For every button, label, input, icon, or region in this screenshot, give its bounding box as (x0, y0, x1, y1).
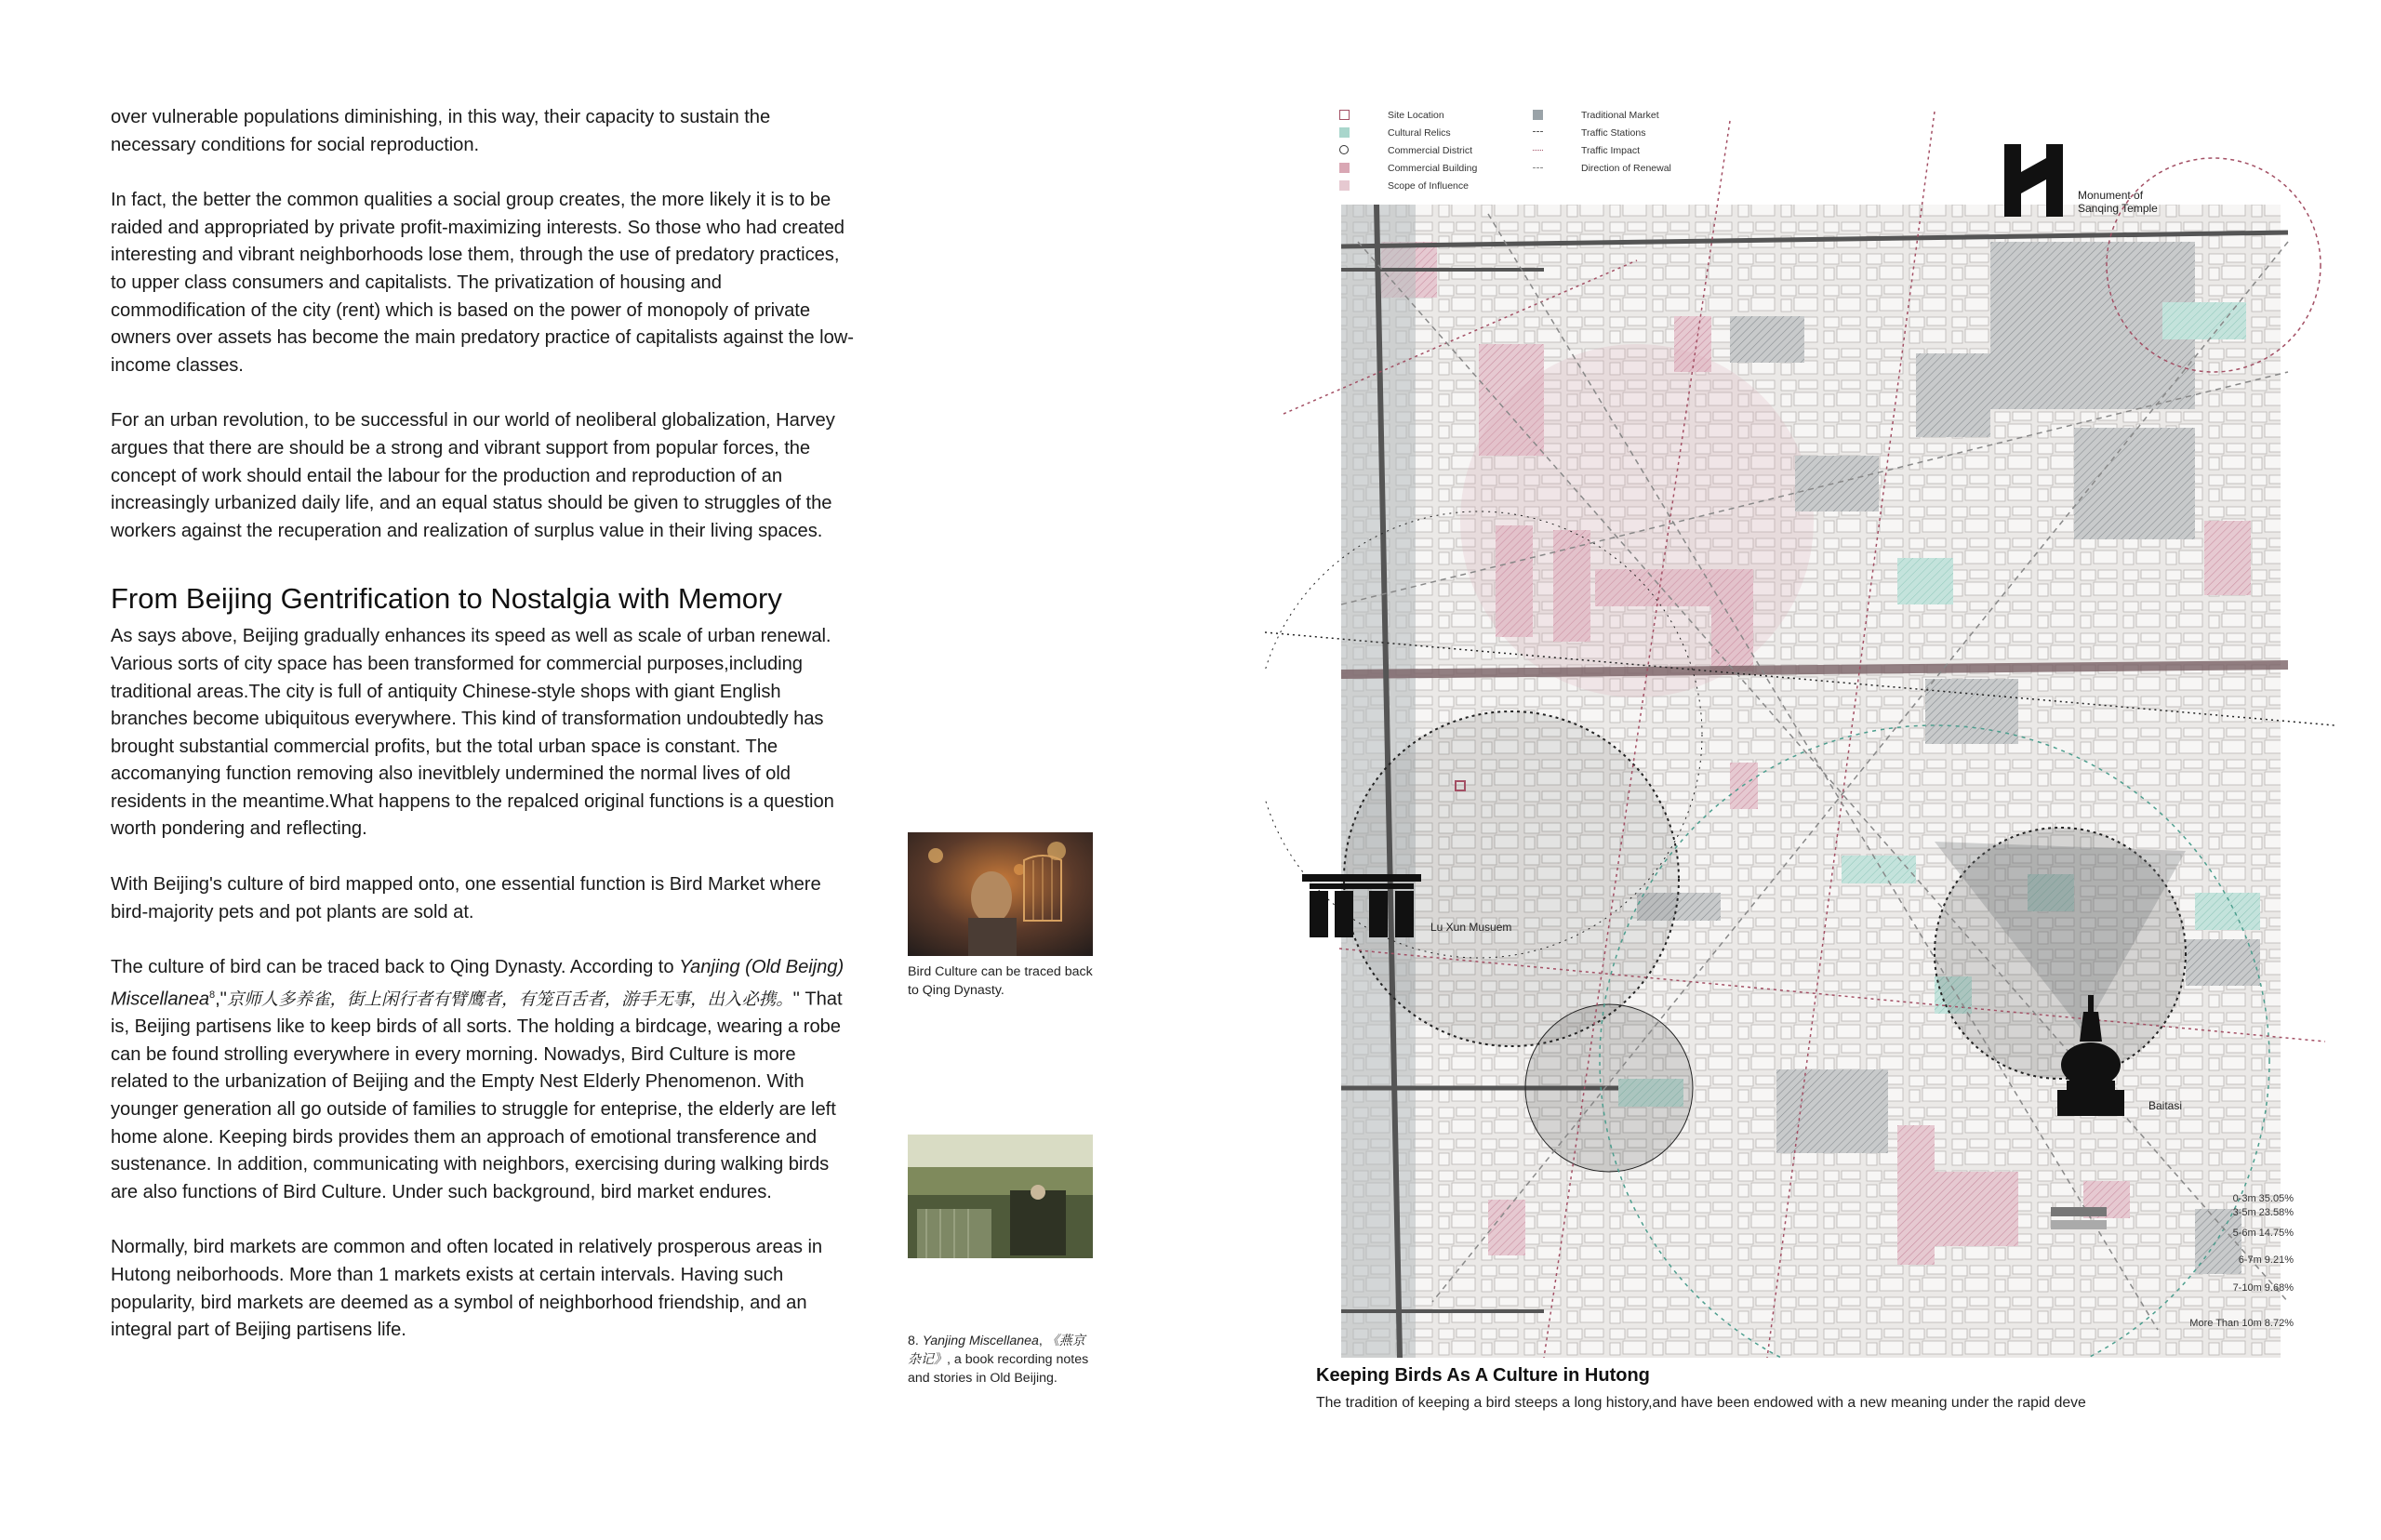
p6-text-c: " That is, Beijing partisens like to keep birds of all sorts. The holding a birdcage, wearing a robe can be found strolling everywhere in every morning. Nowadys, Bird Culture is more related to the urbanization of Beijing and the Empty Nest Elderly Phenomenon. With younger generation all go outside of families to struggle for enteprise, the elderly are left home alone. Keeping birds provides them an approach of emotional transference and sustenance. In addition, communicating with neighbors, exercising during walking birds are also functions of Bird Culture. Under such background, bird market endures. (111, 989, 843, 1202)
legend-traffic-stations: Traffic Stations (1581, 127, 1646, 139)
photo1-caption: Bird Culture can be traced back to Qing Dynasty. (908, 964, 1093, 998)
paragraph-6 (111, 954, 855, 1206)
traditional-market-swatch (1533, 110, 1543, 120)
height-stat: 3-5m 23.58% (2232, 1207, 2294, 1218)
commercial-building-swatch (1339, 163, 1350, 173)
p6-text-b: ," (215, 989, 227, 1010)
lu-xun-museum-label: Lu Xun Musuem (1430, 921, 1512, 934)
section-heading: From Beijing Gentrification to Nostalgia with Memory (111, 582, 782, 616)
footnote-number: 8. (908, 1334, 923, 1348)
legend-cultural-relics: Cultural Relics (1388, 127, 1451, 139)
article-body (111, 104, 855, 1373)
sanqing-temple-label: Monument of Sanqing Temple (2078, 189, 2158, 215)
footnote-text: , a book recording notes and stories in Old Beijing. (908, 1352, 1089, 1386)
legend-scope-of-influence: Scope of Influence (1388, 180, 1469, 192)
paragraph-3: For an urban revolution, to be successful in our world of neoliberal globalization, Harvey argues that there are should be a strong and vibrant support from popular forces, the concept of work should entail the labour for the production and reproduction of an increasingly urbanized daily life, and an equal status should be given to struggles of the workers against the recuperation and realization of surplus value in their living spaces. (111, 410, 835, 541)
traffic-stations-swatch (1533, 131, 1543, 132)
bird-market-photo (908, 1135, 1093, 1258)
paragraph-5: With Beijing's culture of bird mapped onto, one essential function is Bird Market where bird-majority pets and pot plants are sold at. (111, 874, 821, 923)
p6-chinese-quote: 京师人多养雀，街上闲行者有臂鹰者，有笼百舌者，游手无事，出入必携。 (226, 989, 793, 1010)
map-subtitle: The tradition of keeping a bird steeps a long history,and have been endowed with a new meaning under the rapid deve (1316, 1395, 2086, 1411)
footnote-sep: , (1038, 1334, 1046, 1348)
legend-traffic-impact: Traffic Impact (1581, 145, 1641, 156)
legend-commercial-district: Commercial District (1388, 145, 1473, 156)
map-title: Keeping Birds As A Culture in Hutong (1316, 1365, 1650, 1386)
height-stat: 6-7m 9.21% (2238, 1255, 2294, 1266)
height-stat: More Than 10m 8.72% (2189, 1318, 2294, 1329)
footnote-book-title: Yanjing Miscellanea (922, 1334, 1039, 1348)
height-stat: 7-10m 9.68% (2232, 1282, 2294, 1294)
footnote-chinese-title: 《燕京杂记》 (908, 1334, 1085, 1367)
p6-book-title: Yanjing (Old Beijng) Miscellanea (111, 957, 845, 1010)
commercial-district-zone (1460, 344, 1814, 697)
p6-text-a: The culture of bird can be traced back to Qing Dynasty. According to (111, 957, 680, 978)
height-stat: 0-3m 35.05% (2232, 1193, 2294, 1204)
site-location-swatch (1339, 110, 1350, 120)
traffic-impact-swatch (1533, 150, 1543, 151)
height-stat: 5-6m 14.75% (2232, 1228, 2294, 1239)
legend-site-location: Site Location (1388, 110, 1444, 121)
bird-culture-photo (908, 832, 1093, 956)
baitasi-label: Baitasi (2148, 1099, 2183, 1112)
commercial-district-swatch (1339, 145, 1349, 154)
legend-traditional-market: Traditional Market (1581, 110, 1659, 121)
direction-renewal-swatch (1533, 167, 1543, 168)
photo2-caption (908, 1332, 1094, 1387)
footnote-ref: 8 (209, 989, 216, 1001)
scope-influence-swatch (1339, 180, 1350, 191)
legend-direction-of-renewal: Direction of Renewal (1581, 163, 1671, 174)
paragraph-1: over vulnerable populations diminishing, in this way, their capacity to sustain the necessary conditions for social reproduction. (111, 107, 771, 155)
paragraph-7: Normally, bird markets are common and often located in relatively prosperous areas in Hutong neiborhoods. More than 1 markets exists at certain intervals. Having such popularity, bird markets are deemed as a symbol of neighborhood friendship, and an integral part of Beijing partisens life. (111, 1237, 823, 1341)
hutong-map (1265, 93, 2334, 1358)
paragraph-4: As says above, Beijing gradually enhances its speed as well as scale of urban renewal. Various sorts of city space has been transformed for commercial purposes,including traditional areas.The city is full of antiquity Chinese-style shops with giant English branches become ubiquitous everywhere. This kind of transformation undoubtedly has brought substantial commercial profits, but the total urban space is constant. The accomanying function removing also inevitblely undermined the normal lives of old residents in the meantime.What happens to the repalced original functions is a question worth pondering and reflecting. (111, 626, 834, 840)
legend-commercial-building: Commercial Building (1388, 163, 1478, 174)
paragraph-2: In fact, the better the common qualities a social group creates, the more likely it is to be raided and appropriated by private profit-maximizing interests. So those who had created interesting and vibrant neighborhoods lose them, through the use of predatory practices, to upper class consumers and capitalists. The privatization of housing and commodification of the city (rent) which is based on the power of monopoly of private owners over assets has become the main predatory practice of capitalists against the low-income classes. (111, 190, 854, 376)
cultural-relics-swatch (1339, 127, 1350, 138)
